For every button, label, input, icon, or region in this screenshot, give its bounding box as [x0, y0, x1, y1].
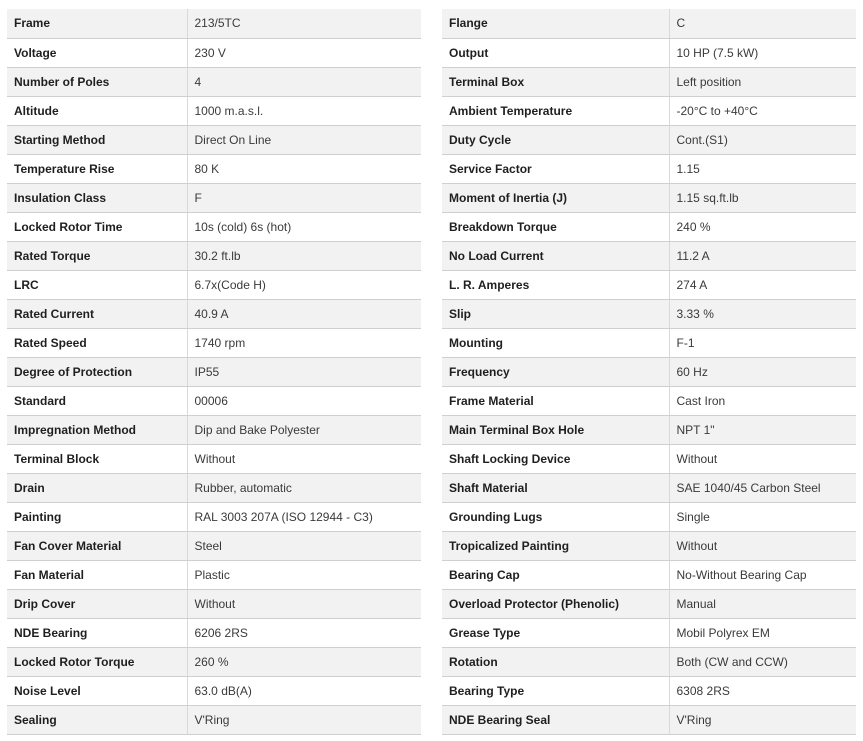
spec-label: Impregnation Method	[7, 415, 187, 444]
table-row	[442, 357, 856, 386]
table-row	[442, 531, 856, 560]
spec-label: Locked Rotor Torque	[7, 647, 187, 676]
table-row	[7, 444, 421, 473]
spec-value: F	[187, 183, 421, 212]
spec-value: Without	[669, 531, 856, 560]
table-row	[7, 502, 421, 531]
spec-value: 6308 2RS	[669, 676, 856, 705]
table-row	[7, 560, 421, 589]
spec-value: NPT 1"	[669, 415, 856, 444]
table-row	[7, 473, 421, 502]
table-row	[7, 415, 421, 444]
table-row	[7, 589, 421, 618]
table-row	[7, 647, 421, 676]
table-row	[442, 96, 856, 125]
table-row	[7, 386, 421, 415]
table-row	[442, 183, 856, 212]
spec-value: Mobil Polyrex EM	[669, 618, 856, 647]
table-row	[7, 270, 421, 299]
spec-label: Terminal Block	[7, 444, 187, 473]
spec-label: Slip	[442, 299, 669, 328]
table-row	[442, 589, 856, 618]
table-row	[442, 212, 856, 241]
table-row	[442, 154, 856, 183]
spec-label: Tropicalized Painting	[442, 531, 669, 560]
spec-label: Frequency	[442, 357, 669, 386]
spec-value: 3.33 %	[669, 299, 856, 328]
spec-label: Grounding Lugs	[442, 502, 669, 531]
spec-value: 213/5TC	[187, 9, 421, 38]
spec-value: Cast Iron	[669, 386, 856, 415]
spec-value: Without	[187, 444, 421, 473]
spec-label: Insulation Class	[7, 183, 187, 212]
table-row	[7, 154, 421, 183]
table-row	[7, 328, 421, 357]
spec-value: Without	[669, 444, 856, 473]
spec-label: Breakdown Torque	[442, 212, 669, 241]
spec-label: NDE Bearing	[7, 618, 187, 647]
spec-value: 1000 m.a.s.l.	[187, 96, 421, 125]
spec-label: Fan Material	[7, 560, 187, 589]
table-row	[442, 328, 856, 357]
spec-label: Fan Cover Material	[7, 531, 187, 560]
spec-label: Overload Protector (Phenolic)	[442, 589, 669, 618]
spec-value: IP55	[187, 357, 421, 386]
spec-label: Degree of Protection	[7, 357, 187, 386]
table-row	[442, 473, 856, 502]
spec-label: Flange	[442, 9, 669, 38]
table-row	[7, 241, 421, 270]
table-row	[442, 125, 856, 154]
spec-value: 260 %	[187, 647, 421, 676]
spec-label: Rated Torque	[7, 241, 187, 270]
spec-value: 274 A	[669, 270, 856, 299]
spec-label: Noise Level	[7, 676, 187, 705]
table-row	[7, 183, 421, 212]
spec-value: 1.15 sq.ft.lb	[669, 183, 856, 212]
spec-value: Rubber, automatic	[187, 473, 421, 502]
table-row	[7, 531, 421, 560]
spec-label: Rated Current	[7, 299, 187, 328]
spec-value: No-Without Bearing Cap	[669, 560, 856, 589]
spec-label: No Load Current	[442, 241, 669, 270]
spec-value: 60 Hz	[669, 357, 856, 386]
spec-label: Duty Cycle	[442, 125, 669, 154]
spec-value: RAL 3003 207A (ISO 12944 - C3)	[187, 502, 421, 531]
spec-value: 1740 rpm	[187, 328, 421, 357]
spec-label: Frame Material	[442, 386, 669, 415]
spec-value: SAE 1040/45 Carbon Steel	[669, 473, 856, 502]
spec-value: 30.2 ft.lb	[187, 241, 421, 270]
spec-label: Number of Poles	[7, 67, 187, 96]
table-row	[442, 241, 856, 270]
table-row	[442, 386, 856, 415]
table-row	[7, 357, 421, 386]
table-row	[442, 415, 856, 444]
table-row	[7, 9, 421, 38]
spec-value: Plastic	[187, 560, 421, 589]
table-row	[442, 560, 856, 589]
table-row	[442, 676, 856, 705]
spec-label: Frame	[7, 9, 187, 38]
spec-label: Shaft Material	[442, 473, 669, 502]
spec-value: 6.7x(Code H)	[187, 270, 421, 299]
spec-value: Direct On Line	[187, 125, 421, 154]
table-row	[442, 270, 856, 299]
spec-value: V'Ring	[669, 705, 856, 734]
table-row	[442, 299, 856, 328]
spec-value: 00006	[187, 386, 421, 415]
table-row	[7, 705, 421, 734]
table-row	[442, 502, 856, 531]
spec-label: Painting	[7, 502, 187, 531]
spec-value: 1.15	[669, 154, 856, 183]
spec-value: 80 K	[187, 154, 421, 183]
spec-label: Bearing Cap	[442, 560, 669, 589]
spec-label: Mounting	[442, 328, 669, 357]
table-row	[7, 299, 421, 328]
spec-label: Moment of Inertia (J)	[442, 183, 669, 212]
table-row	[7, 125, 421, 154]
spec-value: 40.9 A	[187, 299, 421, 328]
table-row	[7, 618, 421, 647]
table-row	[7, 67, 421, 96]
spec-label: Altitude	[7, 96, 187, 125]
table-row	[442, 9, 856, 38]
table-row	[7, 38, 421, 67]
spec-value: C	[669, 9, 856, 38]
spec-table-left-body	[7, 9, 421, 734]
table-row	[7, 96, 421, 125]
spec-label: Temperature Rise	[7, 154, 187, 183]
spec-value: Single	[669, 502, 856, 531]
spec-label: Standard	[7, 386, 187, 415]
spec-value: Steel	[187, 531, 421, 560]
spec-value: 230 V	[187, 38, 421, 67]
spec-value: 10 HP (7.5 kW)	[669, 38, 856, 67]
spec-value: 63.0 dB(A)	[187, 676, 421, 705]
spec-value: Left position	[669, 67, 856, 96]
spec-value: 11.2 A	[669, 241, 856, 270]
spec-value: F-1	[669, 328, 856, 357]
table-row	[442, 444, 856, 473]
spec-value: -20°C to +40°C	[669, 96, 856, 125]
spec-value: 4	[187, 67, 421, 96]
spec-label: L. R. Amperes	[442, 270, 669, 299]
spec-label: Main Terminal Box Hole	[442, 415, 669, 444]
spec-label: Starting Method	[7, 125, 187, 154]
table-row	[442, 38, 856, 67]
spec-label: Sealing	[7, 705, 187, 734]
spec-value: Cont.(S1)	[669, 125, 856, 154]
spec-value: Dip and Bake Polyester	[187, 415, 421, 444]
spec-label: Ambient Temperature	[442, 96, 669, 125]
spec-value: Without	[187, 589, 421, 618]
spec-value: Both (CW and CCW)	[669, 647, 856, 676]
spec-label: Bearing Type	[442, 676, 669, 705]
spec-label: Voltage	[7, 38, 187, 67]
table-row	[442, 618, 856, 647]
table-row	[7, 212, 421, 241]
spec-label: Locked Rotor Time	[7, 212, 187, 241]
spec-table-left	[7, 9, 421, 735]
spec-label: Drain	[7, 473, 187, 502]
spec-value: V'Ring	[187, 705, 421, 734]
table-row	[7, 676, 421, 705]
spec-label: LRC	[7, 270, 187, 299]
spec-label: Grease Type	[442, 618, 669, 647]
table-row	[442, 67, 856, 96]
table-row	[442, 705, 856, 734]
spec-table-right	[442, 9, 856, 735]
spec-label: Drip Cover	[7, 589, 187, 618]
spec-value: 240 %	[669, 212, 856, 241]
spec-value: Manual	[669, 589, 856, 618]
spec-label: Terminal Box	[442, 67, 669, 96]
spec-label: Output	[442, 38, 669, 67]
table-row	[442, 647, 856, 676]
spec-value: 6206 2RS	[187, 618, 421, 647]
spec-label: Shaft Locking Device	[442, 444, 669, 473]
spec-table-right-body	[442, 9, 856, 734]
spec-label: Rated Speed	[7, 328, 187, 357]
spec-label: NDE Bearing Seal	[442, 705, 669, 734]
spec-label: Rotation	[442, 647, 669, 676]
spec-label: Service Factor	[442, 154, 669, 183]
spec-value: 10s (cold) 6s (hot)	[187, 212, 421, 241]
